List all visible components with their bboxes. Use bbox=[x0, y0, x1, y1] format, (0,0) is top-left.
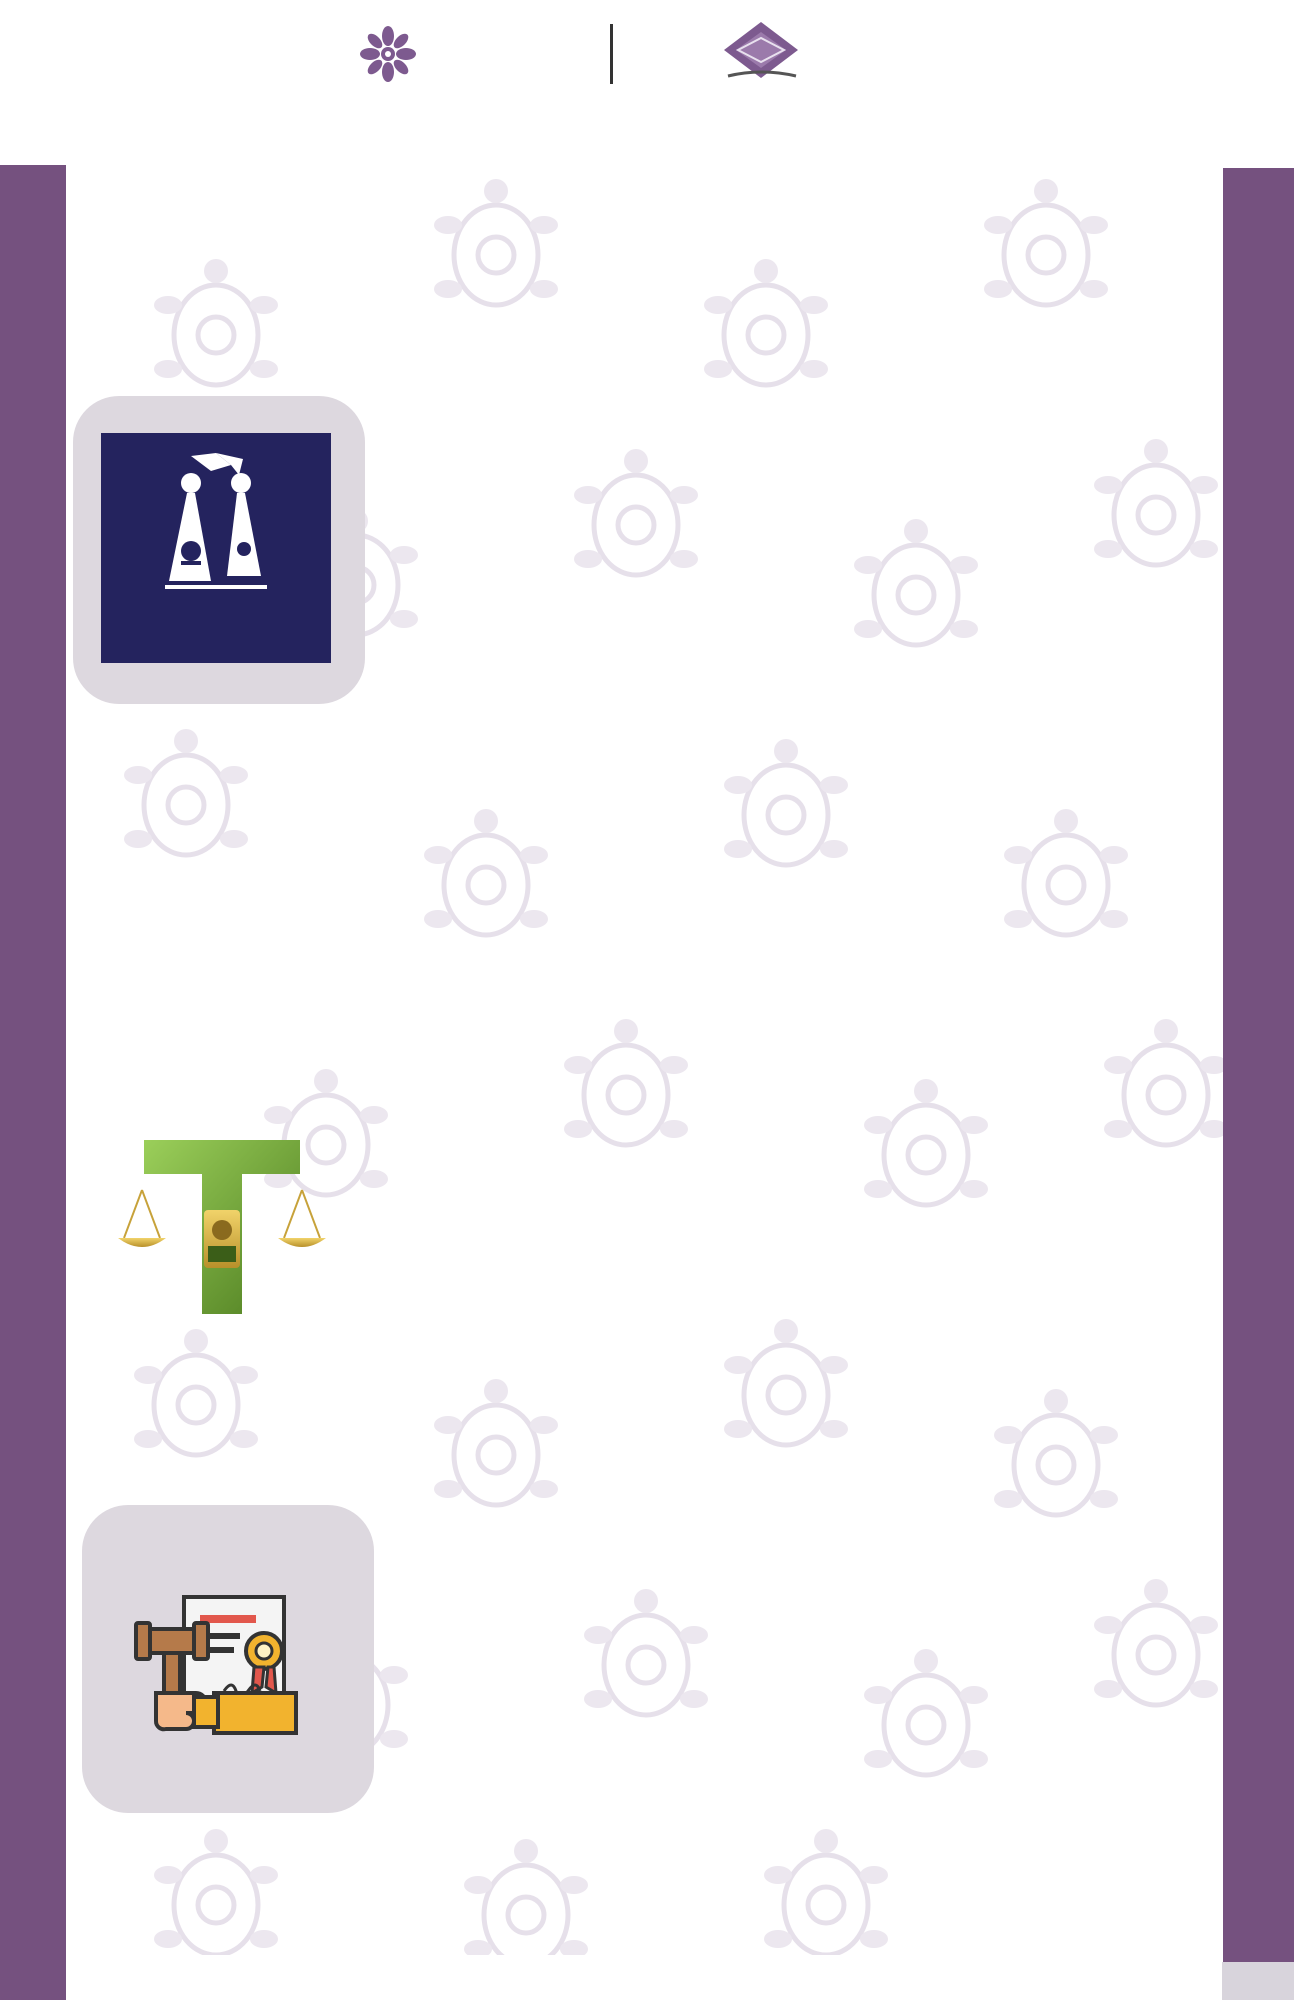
flower-logo-icon bbox=[358, 24, 418, 84]
teeg-logo bbox=[102, 1138, 342, 1372]
year-box bbox=[610, 24, 667, 84]
ayutla-logo bbox=[358, 18, 668, 90]
gavel-document-icon bbox=[134, 1593, 304, 1753]
left-purple-bar bbox=[0, 165, 66, 2000]
scales-of-justice-icon bbox=[102, 1138, 342, 1328]
scales-of-justice-icon bbox=[161, 451, 271, 601]
tepjf-logo bbox=[101, 433, 331, 663]
iepc-emblem-icon bbox=[720, 18, 802, 86]
right-purple-bar bbox=[1223, 168, 1294, 2000]
page-number-box bbox=[1222, 1962, 1294, 2000]
iepc-logo bbox=[720, 18, 950, 90]
header bbox=[0, 0, 1294, 165]
